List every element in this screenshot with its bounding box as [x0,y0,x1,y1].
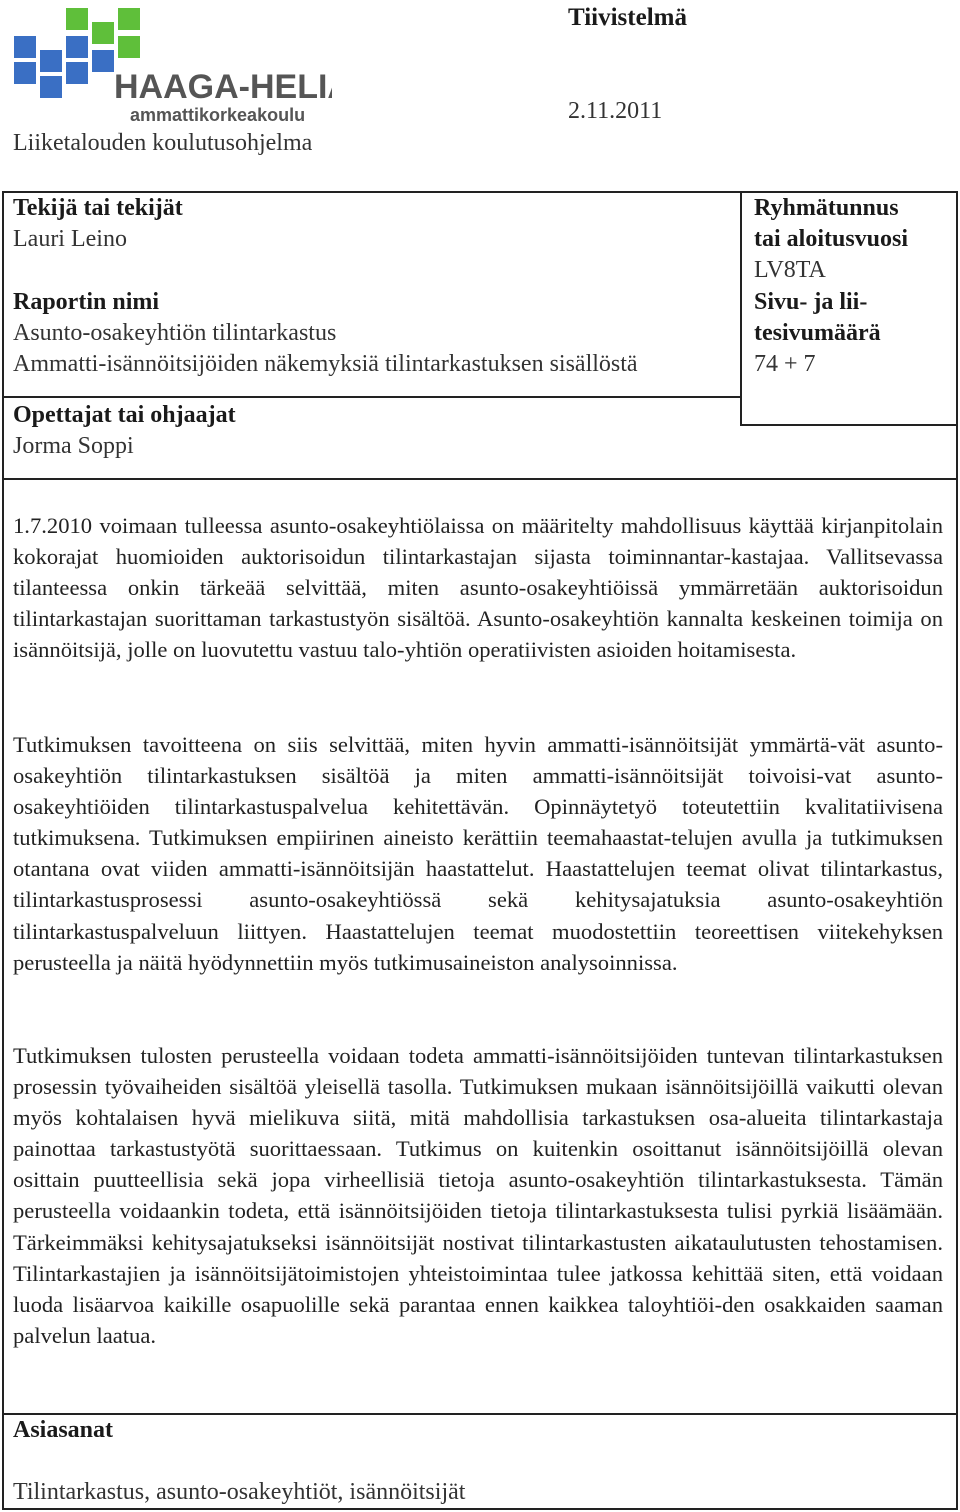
group-label-line2: tai aloitusvuosi [754,226,909,252]
group-label-line1: Ryhmätunnus [754,195,899,221]
report-title-line2: Ammatti-isännöitsijöiden näkemyksiä tilintarkastuksen sisällöstä [13,351,638,377]
pages-field [754,287,881,380]
authors-field [13,193,183,255]
side-info-bottom-border [740,424,958,426]
authors-value: Lauri Leino [13,226,127,252]
info-row-divider [2,396,742,398]
haaga-helia-logo [12,6,332,124]
abstract-paragraph-2: Tutkimuksen tavoitteena on siis selvittää, miten hyvin ammatti-isännöitsijät ymmärtä-vät asunto-osakeyhtiön tilintarkastuksen sisältöä ja miten ammatti-isännöitsijät toivoisi-vat asunto-osakeyhtiöiden tilintarkastuspalvelua kehitettävän. Opinnäytetyö toteutettiin kvalitatiivisena tutkimuksena. Tutkimuksen empiirinen aineisto kerättiin teemahaastat-telujen avulla ja tutkimuksen otantana ovat viiden ammatti-isännöitsijän haastattelut. Haastattelujen teemat olivat tilintarkastus, tilintarkastusprosessi asunto-osakeyhtiössä sekä kehitysajatuksia asunto-osakeyhtiön tilintarkastuspalveluun liittyen. Haastattelujen teemat muodostettiin teoreettisen viitekehyksen perusteella ja näitä hyödynnettiin myös tutkimusaineiston analysoinnissa. [13,732,943,975]
info-column-divider [740,193,742,426]
group-field [754,193,908,286]
report-field [13,287,638,380]
report-title-line1: Asunto-osakeyhtiön tilintarkastus [13,320,337,346]
info-section-bottom-border [2,478,958,480]
logo-mark-icon [12,6,332,124]
document-title: Tiivistelmä [568,4,687,31]
pages-value: 74 + 7 [754,351,816,377]
svg-text:HAAGA-HELIA: HAAGA-HELIA [114,68,332,106]
report-label: Raportin nimi [13,289,160,315]
keywords-value: Tilintarkastus, asunto-osakeyhtiöt, isännöitsijät [13,1479,466,1505]
authors-label: Tekijä tai tekijät [13,195,183,221]
teachers-value: Jorma Soppi [13,433,134,459]
svg-text:ammattikorkeakoulu: ammattikorkeakoulu [130,105,306,124]
program-name: Liiketalouden koulutusohjelma [13,130,313,156]
group-value: LV8TA [754,257,826,283]
teachers-label: Opettajat tai ohjaajat [13,402,236,428]
pages-label-line2: tesivumäärä [754,320,881,346]
document-date: 2.11.2011 [568,98,663,124]
abstract-paragraph-3: Tutkimuksen tulosten perusteella voidaan todeta ammatti-isännöitsijöiden tuntevan tilintarkastuksen prosessin työvaiheiden sisältöä yleisellä tasolla. Tutkimuksen mukaan isännöitsijöillä vaikutti olevan myös kohtalaisen hyvä mielikuva siitä, mitä mahdollisia tarkastuksen osa-alueita tilintarkastaja painottaa tarkastustyötä suorittaessaan. Tutkimus on kuitenkin osoittanut isännöitsijöillä olevan osittain puutteellisia sekä jopa virheellisiä tietoja asunto-osakeyhtiön tilintarkastuksesta. Tämän perusteella voidaankin todeta, että isännöitsijöiden tietoja tilintarkastuksesta tulisi pyrkiä lisäämään. Tärkeimmäksi kehitysajatukseksi isännöitsijät nostivat tilintarkastusten aikataulutusten tehostamisen. Tilintarkastajien ja isännöitsijätoimistojen yhteistoimintaa tulee jatkossa kehittää siten, että voidaan luoda lisäarvoa kaikille osapuolille sekä parantaa ennen kaikkea taloyhtiöi-den osakkaiden saaman palvelun laatua. [13,1043,943,1348]
keywords-label: Asiasanat [13,1417,114,1443]
abstract-paragraph-1: 1.7.2010 voimaan tulleessa asunto-osakeyhtiölaissa on määritelty mahdollisuus käyttää kirjanpitolain kokorajat huomioiden auktorisoidun tilintarkastajan sijasta toiminnantar-kastajaa. Vallitsevassa tilanteessa onkin tärkeää selvittää, miten asunto-osakeyhtiöissä ymmärretään auktorisoidun tilintarkastajan suorittaman tarkastustyön sisältöä. Asunto-osakeyhtiön kannalta keskeinen toimija on isännöitsijä, jolle on luovutettu vastuu talo-yhtiön operatiivisten asioiden hoitamisesta. [13,513,943,663]
keywords-section-border [2,1413,958,1415]
pages-label-line1: Sivu- ja lii- [754,289,868,315]
teachers-field [13,400,236,462]
